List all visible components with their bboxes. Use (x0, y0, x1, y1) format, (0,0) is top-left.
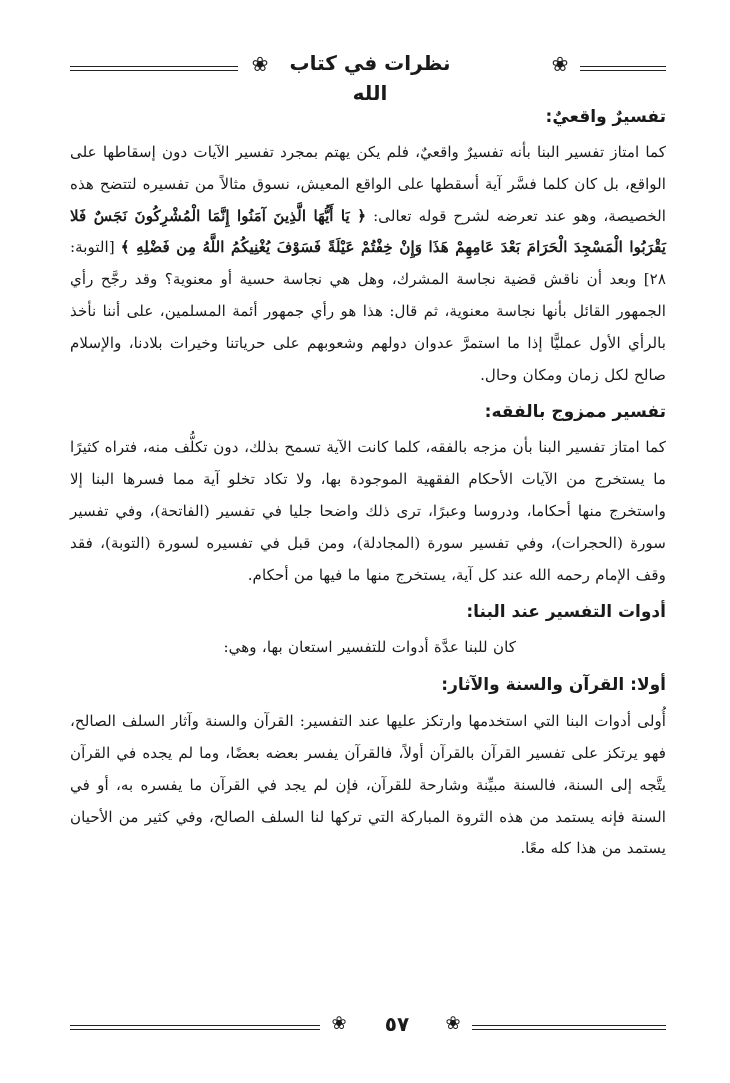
page-body (70, 94, 666, 865)
header-rule-left (70, 66, 238, 67)
section-heading: أدوات التفسير عند البنا: (466, 602, 666, 623)
header-rule-right (580, 66, 666, 67)
page-footer (70, 1010, 666, 1040)
running-header (70, 46, 666, 105)
book-title: نظرات في كتاب الله (289, 51, 451, 105)
footer-rule-right (472, 1025, 666, 1026)
footer-rule-left (70, 1025, 320, 1026)
section-heading: تفسير ممزوج بالفقه: (484, 402, 666, 423)
floral-ornament-icon: ❀ (445, 1013, 461, 1034)
paragraph-text: [التوبة: ٢٨] وبعد أن ناقش قضية نجاسة المشرك، وهل هي نجاسة حسية أو معنوية؟ وقد رجَّح رأي الجمهور القائل بأنها نجاسة معنوية، ثم قال: هذا هو رأي جمهور أئمة المسلمين، على أننا نأخذ بالرأي الأول عمليًّا إذا ما استمرَّ عدوان دولهم وشعوبهم على حرياتنا وخيرات بلادنا، والإسلام صالح لكل زمان ومكان وحال. (70, 238, 666, 384)
section-heading: أولا: القرآن والسنة والآثار: (441, 675, 666, 696)
quran-verse: ﴿ يَا أَيُّهَا الَّذِينَ آمَنُوا إِنَّمَا الْمُشْرِكُونَ نَجَسٌ فَلا يَقْرَبُوا الْمَسْجِدَ الْحَرَامَ بَعْدَ عَامِهِمْ هَذَا وَإِنْ خِفْتُمْ عَيْلَةً فَسَوْفَ يُغْنِيكُمُ اللَّهُ مِن فَضْلِهِ ﴾ (70, 206, 666, 257)
paragraph-text: كما امتاز تفسير البنا بأنه تفسيرٌ واقعيٌ، فلم يكن يهتم بمجرد تفسير الآيات دون إسقاطها على الواقع، بل كان كلما فسَّر آية أسقطها على الواقع المعيش، نسوق مثالاً من تفسيره لتتضح هذه الخصيصة، وهو عند تعرضه لشرح قوله تعالى: (70, 143, 667, 225)
floral-ornament-icon: ❀ (331, 1013, 347, 1034)
page-number: ٥٧ (384, 1012, 410, 1036)
section-paragraph: أُولى أدوات البنا التي استخدمها وارتكز عليها عند التفسير: القرآن والسنة وآثار السلف الصالح، فهو يرتكز على تفسير القرآن بالقرآن أولاً، فالقرآن يفسر بعضه بعضًا، وما لم يجده في القرآن يتَّجه إلى السنة، فالسنة مبيِّنة وشارحة للقرآن، فإن لم يجد في القرآن ما يفسره به، أو في السنة فإنه يستمد من هذه الثروة المباركة التي تركها لنا السلف الصالح، وفي كثير من الأحيان يستمد من هذا كله معًا. (70, 712, 666, 858)
section-paragraph: كما امتاز تفسير البنا بأن مزجه بالفقه، كلما كانت الآية تسمح بذلك، دون تكلُّف منه، فتراه كثيرًا ما يستخرج من الآيات الأحكام الفقهية الموجودة بها، ولا تكاد تخلو آية مما فسرها البنا إلا واستخرج منها أحكاما، ودروسا وعبرًا، ترى ذلك واضحا جليا في تفسير (الفاتحة)، وفي تفسير سورة (الحجرات)، وفي تفسير سورة (المجادلة)، ومن قبل في تفسيره لسورة (التوبة)، فقد وقف الإمام رحمه الله عند كل آية، يستخرج منها ما فيها من أحكام. (70, 438, 666, 584)
floral-ornament-icon: ❀ (551, 52, 569, 76)
section-paragraph: كان للبنا عدَّة أدوات للتفسير استعان بها، وهي: (223, 638, 516, 657)
section-paragraph (70, 137, 666, 391)
section-heading: تفسيرٌ واقعيٌ: (545, 107, 666, 127)
floral-ornament-icon: ❀ (251, 52, 269, 76)
